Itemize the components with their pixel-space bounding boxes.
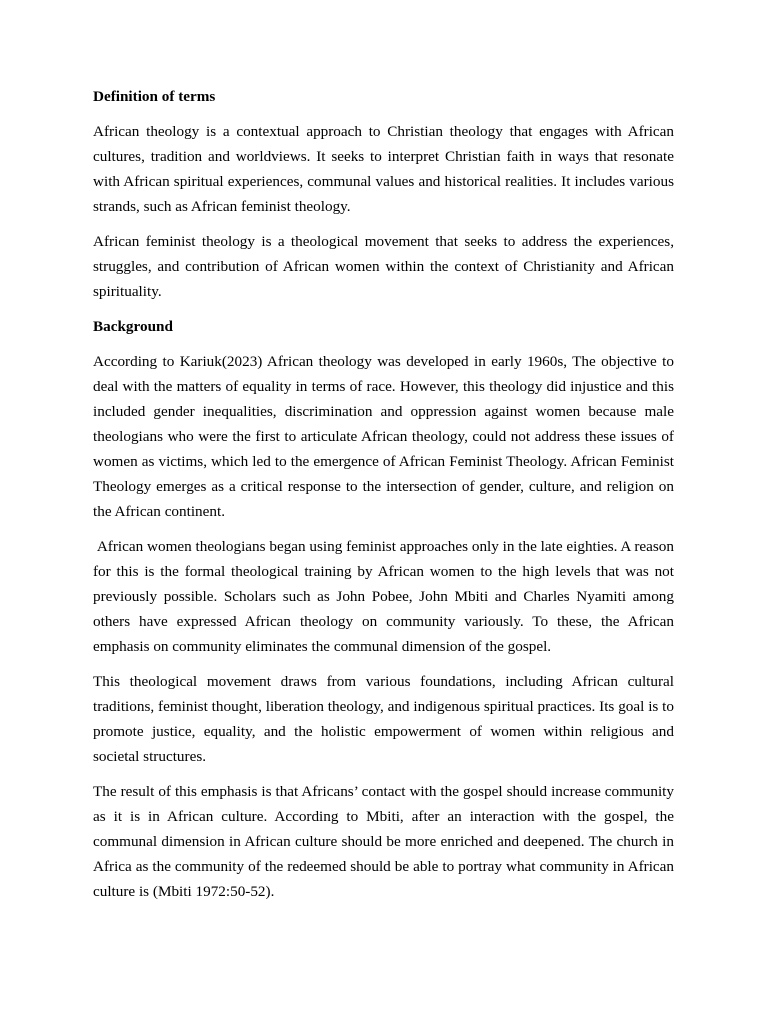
paragraph-african-women-theologians: African women theologians began using feminist approaches only in the late eighties. A reason for this is the formal theological training by African women to the high levels that was not previously possible. Scholars such as John Pobee, John Mbiti and Charles Nyamiti among others have expressed African theology on community variously. To these, the African emphasis on community eliminates the communal dimension of the gospel. xyxy=(93,538,678,655)
paragraph-background-history: According to Kariuk(2023) African theology was developed in early 1960s, The objective to deal with the matters of equality in terms of race. However, this theology did injustice and this included gender inequalities, discrimination and oppression against women because male theologians who were the first to articulate African theology, could not address these issues of women as victims, which led to the emergence of African Feminist Theology. African Feminist Theology emerges as a critical response to the intersection of gender, culture, and religion on the African continent. xyxy=(93,353,674,520)
paragraph-result-of-emphasis: The result of this emphasis is that Africans’ contact with the gospel should increase community as it is in African culture. According to Mbiti, after an interaction with the gospel, the communal dimension in African culture should be more enriched and deepened. The church in Africa as the community of the redeemed should be able to portray what community in African culture is (Mbiti 1972:50-52). xyxy=(93,783,674,900)
paragraph-theological-movement-foundations: This theological movement draws from various foundations, including African cultural traditions, feminist thought, liberation theology, and indigenous spiritual practices. Its goal is to promote justice, equality, and the holistic empowerment of women within religious and societal structures. xyxy=(93,673,674,765)
section-heading-definition-of-terms: Definition of terms xyxy=(93,88,216,105)
document-page xyxy=(93,84,678,914)
section-heading-background: Background xyxy=(93,318,173,335)
paragraph-african-theology-definition: African theology is a contextual approach to Christian theology that engages with African cultures, tradition and worldviews. It seeks to interpret Christian faith in ways that resonate with African spiritual experiences, communal values and historical realities. It includes various strands, such as African feminist theology. xyxy=(93,123,674,215)
paragraph-african-feminist-theology-definition: African feminist theology is a theological movement that seeks to address the experiences, struggles, and contribution of African women within the context of Christianity and African spirituality. xyxy=(93,233,674,300)
